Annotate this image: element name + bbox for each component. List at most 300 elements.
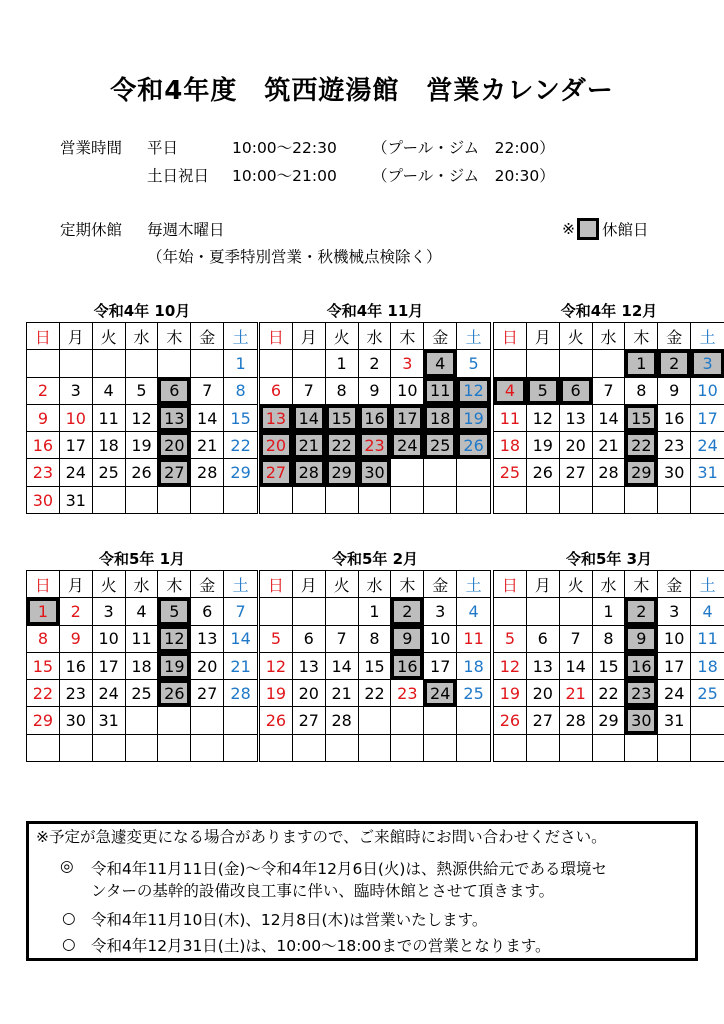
weekday-header: 木 [391, 571, 424, 598]
day-cell: 25 [457, 680, 490, 707]
empty-cell [625, 487, 658, 514]
empty-cell [424, 707, 457, 734]
day-cell: 14 [191, 405, 224, 432]
day-cell: 7 [593, 378, 626, 405]
day-cell: 21 [560, 680, 593, 707]
day-cell: 13 [191, 626, 224, 653]
day-cell: 8 [326, 378, 359, 405]
day-cell: 19 [126, 432, 159, 459]
empty-cell [60, 735, 93, 762]
closed-day-cell: 16 [359, 405, 392, 432]
day-cell: 17 [658, 653, 691, 680]
weekday-header: 木 [625, 323, 658, 350]
day-cell: 16 [60, 653, 93, 680]
day-cell: 10 [691, 378, 724, 405]
day-cell: 30 [60, 707, 93, 734]
closed-day-cell: 28 [293, 459, 326, 486]
empty-cell [93, 735, 126, 762]
day-cell: 8 [593, 626, 626, 653]
notice-mark-3: ○ [62, 935, 76, 953]
weekday-header: 金 [191, 571, 224, 598]
weekday-header: 金 [658, 323, 691, 350]
weekday-time: 10:00～22:30 [232, 139, 337, 157]
closed-day-cell: 26 [457, 432, 490, 459]
day-cell: 3 [391, 350, 424, 377]
day-cell: 12 [260, 653, 293, 680]
closed-day-cell: 30 [625, 707, 658, 734]
day-cell: 16 [27, 432, 60, 459]
calendar-grid [259, 322, 491, 514]
day-cell: 29 [593, 707, 626, 734]
closed-day-cell: 27 [158, 459, 191, 486]
empty-cell [60, 350, 93, 377]
day-cell: 31 [60, 487, 93, 514]
closed-day-cell: 12 [158, 626, 191, 653]
notice-box [26, 821, 698, 961]
weekday-header: 金 [191, 323, 224, 350]
day-cell: 21 [326, 680, 359, 707]
hours-label: 営業時間 [60, 139, 123, 157]
day-cell: 2 [60, 598, 93, 625]
day-cell: 13 [527, 653, 560, 680]
day-cell: 18 [691, 653, 724, 680]
empty-cell [691, 487, 724, 514]
day-cell: 3 [60, 378, 93, 405]
closed-day-cell: 20 [260, 432, 293, 459]
weekday-header: 月 [527, 323, 560, 350]
day-cell: 12 [494, 653, 527, 680]
weekday-header: 日 [27, 571, 60, 598]
closed-day-cell: 22 [326, 432, 359, 459]
notice-item-3: 令和4年12月31日(土)は、10:00～18:00までの営業となります。 [91, 937, 551, 955]
calendar-grid [26, 570, 258, 762]
calendar-title: 令和4年 12月 [560, 302, 658, 320]
day-cell: 20 [293, 680, 326, 707]
weekday-header: 水 [359, 323, 392, 350]
weekday-header: 火 [93, 571, 126, 598]
empty-cell [191, 707, 224, 734]
empty-cell [391, 487, 424, 514]
day-cell: 22 [593, 680, 626, 707]
weekday-header: 日 [494, 571, 527, 598]
empty-cell [560, 735, 593, 762]
weekend-pool: （プール・ジム 20:30） [372, 167, 555, 185]
day-cell: 18 [126, 653, 159, 680]
empty-cell [593, 735, 626, 762]
closed-day-cell: 9 [625, 626, 658, 653]
day-cell: 5 [126, 378, 159, 405]
closed-day-note: （年始・夏季特別営業・秋機械点検除く） [147, 248, 442, 266]
day-cell: 4 [457, 598, 490, 625]
day-cell: 22 [224, 432, 257, 459]
day-cell: 5 [494, 626, 527, 653]
closed-day-cell: 13 [260, 405, 293, 432]
closed-day-cell: 12 [457, 378, 490, 405]
day-cell: 4 [126, 598, 159, 625]
calendar-title: 令和5年 1月 [98, 550, 186, 568]
day-cell: 9 [27, 405, 60, 432]
weekend-time: 10:00～21:00 [232, 167, 337, 185]
closed-day-value: 毎週木曜日 [147, 221, 225, 239]
notice-item-1-line1: 令和4年11月11日(金)～令和4年12月6日(火)は、熱源供給元である環境セ [91, 860, 607, 878]
closed-day-cell: 13 [158, 405, 191, 432]
empty-cell [93, 487, 126, 514]
day-cell: 10 [424, 626, 457, 653]
closed-day-cell: 14 [293, 405, 326, 432]
day-cell: 24 [93, 680, 126, 707]
day-cell: 25 [126, 680, 159, 707]
empty-cell [27, 735, 60, 762]
closed-day-cell: 5 [527, 378, 560, 405]
empty-cell [224, 735, 257, 762]
empty-cell [126, 350, 159, 377]
day-cell: 15 [224, 405, 257, 432]
calendar-month [493, 548, 724, 762]
closed-day-cell: 27 [260, 459, 293, 486]
day-cell: 10 [391, 378, 424, 405]
closed-day-cell: 24 [391, 432, 424, 459]
weekday-header: 水 [359, 571, 392, 598]
day-cell: 19 [527, 432, 560, 459]
day-cell: 29 [224, 459, 257, 486]
empty-cell [424, 459, 457, 486]
closed-day-cell: 26 [158, 680, 191, 707]
closed-day-cell: 17 [391, 405, 424, 432]
weekday-header: 土 [691, 571, 724, 598]
empty-cell [326, 598, 359, 625]
day-cell: 24 [691, 432, 724, 459]
closed-day-cell: 1 [27, 598, 60, 625]
closed-day-cell: 20 [158, 432, 191, 459]
empty-cell [691, 735, 724, 762]
closed-day-cell: 16 [391, 653, 424, 680]
empty-cell [391, 459, 424, 486]
calendar-month [259, 300, 491, 514]
day-cell: 7 [326, 626, 359, 653]
calendar-title: 令和5年 3月 [565, 550, 653, 568]
day-cell: 29 [27, 707, 60, 734]
closed-day-cell: 21 [293, 432, 326, 459]
closed-day-cell: 19 [457, 405, 490, 432]
weekday-header: 日 [27, 323, 60, 350]
day-cell: 21 [593, 432, 626, 459]
calendar-title: 令和4年 10月 [93, 302, 191, 320]
empty-cell [457, 459, 490, 486]
day-cell: 6 [191, 598, 224, 625]
day-cell: 14 [224, 626, 257, 653]
weekday-header: 水 [126, 323, 159, 350]
closed-day-cell: 2 [625, 598, 658, 625]
closed-day-cell: 2 [391, 598, 424, 625]
weekday-header: 火 [326, 323, 359, 350]
day-cell: 23 [60, 680, 93, 707]
weekday-pool: （プール・ジム 22:00） [372, 139, 555, 157]
weekday-header: 火 [93, 323, 126, 350]
closed-day-cell: 18 [424, 405, 457, 432]
legend-label: 休館日 [602, 221, 649, 239]
empty-cell [560, 487, 593, 514]
day-cell: 19 [494, 680, 527, 707]
calendar-month [26, 300, 258, 514]
day-cell: 4 [93, 378, 126, 405]
day-cell: 23 [27, 459, 60, 486]
day-cell: 24 [60, 459, 93, 486]
day-cell: 5 [457, 350, 490, 377]
closed-day-cell: 16 [625, 653, 658, 680]
empty-cell [260, 487, 293, 514]
day-cell: 27 [293, 707, 326, 734]
closed-day-cell: 23 [625, 680, 658, 707]
weekday-header: 月 [293, 323, 326, 350]
weekday-header: 月 [60, 571, 93, 598]
day-cell: 30 [658, 459, 691, 486]
weekday-header: 木 [625, 571, 658, 598]
day-cell: 21 [224, 653, 257, 680]
day-cell: 6 [527, 626, 560, 653]
weekday-header: 金 [424, 571, 457, 598]
weekday-header: 日 [260, 323, 293, 350]
day-cell: 18 [93, 432, 126, 459]
day-cell: 28 [224, 680, 257, 707]
empty-cell [494, 350, 527, 377]
closed-day-cell: 4 [424, 350, 457, 377]
day-cell: 8 [625, 378, 658, 405]
empty-cell [293, 350, 326, 377]
day-cell: 11 [457, 626, 490, 653]
day-cell: 27 [527, 707, 560, 734]
day-cell: 12 [126, 405, 159, 432]
closed-day-cell: 15 [625, 405, 658, 432]
empty-cell [658, 735, 691, 762]
day-cell: 23 [391, 680, 424, 707]
day-cell: 8 [359, 626, 392, 653]
day-cell: 8 [27, 626, 60, 653]
day-cell: 24 [658, 680, 691, 707]
empty-cell [359, 707, 392, 734]
weekday-header: 木 [158, 571, 191, 598]
notice-mark-1: ◎ [60, 857, 74, 875]
day-cell: 25 [494, 459, 527, 486]
day-cell: 2 [359, 350, 392, 377]
closed-day-cell: 1 [625, 350, 658, 377]
day-cell: 9 [60, 626, 93, 653]
empty-cell [527, 487, 560, 514]
day-cell: 21 [191, 432, 224, 459]
calendar-month [493, 300, 724, 514]
day-cell: 28 [593, 459, 626, 486]
empty-cell [691, 707, 724, 734]
day-cell: 26 [494, 707, 527, 734]
day-cell: 11 [93, 405, 126, 432]
empty-cell [224, 707, 257, 734]
day-cell: 17 [691, 405, 724, 432]
day-cell: 26 [126, 459, 159, 486]
weekday-header: 月 [527, 571, 560, 598]
day-cell: 17 [424, 653, 457, 680]
weekday-header: 水 [593, 571, 626, 598]
day-cell: 31 [691, 459, 724, 486]
day-cell: 11 [494, 405, 527, 432]
empty-cell [293, 735, 326, 762]
calendar-title: 令和5年 2月 [331, 550, 419, 568]
day-cell: 8 [224, 378, 257, 405]
empty-cell [457, 487, 490, 514]
closed-day-cell: 6 [560, 378, 593, 405]
day-cell: 7 [560, 626, 593, 653]
empty-cell [326, 735, 359, 762]
notice-mark-2: ○ [62, 909, 76, 927]
day-cell: 9 [658, 378, 691, 405]
weekday-header: 月 [60, 323, 93, 350]
weekday-header: 火 [560, 571, 593, 598]
day-cell: 20 [191, 653, 224, 680]
empty-cell [625, 735, 658, 762]
day-cell: 22 [359, 680, 392, 707]
calendar-month [26, 548, 258, 762]
weekday-header: 土 [224, 323, 257, 350]
empty-cell [126, 707, 159, 734]
day-cell: 7 [224, 598, 257, 625]
day-cell: 13 [560, 405, 593, 432]
day-cell: 5 [260, 626, 293, 653]
weekday-header: 火 [326, 571, 359, 598]
day-cell: 23 [658, 432, 691, 459]
empty-cell [158, 487, 191, 514]
closed-day-cell: 15 [326, 405, 359, 432]
empty-cell [494, 598, 527, 625]
empty-cell [593, 487, 626, 514]
closed-legend-swatch [577, 218, 599, 240]
notice-item-1-line2: ンターの基幹的設備改良工事に伴い、臨時休館とさせて頂きます。 [91, 882, 555, 900]
closed-day-cell: 5 [158, 598, 191, 625]
legend [562, 218, 649, 240]
day-cell: 25 [691, 680, 724, 707]
page-title: 令和4年度 筑西遊湯館 営業カレンダー [110, 76, 614, 106]
weekday-header: 金 [424, 323, 457, 350]
day-cell: 12 [527, 405, 560, 432]
empty-cell [391, 735, 424, 762]
empty-cell [224, 487, 257, 514]
weekday-header: 土 [457, 571, 490, 598]
empty-cell [527, 598, 560, 625]
weekend-label: 土日祝日 [147, 167, 210, 185]
empty-cell [158, 735, 191, 762]
day-cell: 14 [326, 653, 359, 680]
closed-day-cell: 2 [658, 350, 691, 377]
day-cell: 7 [293, 378, 326, 405]
empty-cell [658, 487, 691, 514]
empty-cell [593, 350, 626, 377]
closed-day-cell: 19 [158, 653, 191, 680]
empty-cell [158, 707, 191, 734]
day-cell: 13 [293, 653, 326, 680]
closed-day-cell: 29 [625, 459, 658, 486]
day-cell: 28 [191, 459, 224, 486]
day-cell: 27 [560, 459, 593, 486]
empty-cell [293, 487, 326, 514]
empty-cell [326, 487, 359, 514]
weekday-header: 水 [593, 323, 626, 350]
day-cell: 15 [27, 653, 60, 680]
day-cell: 15 [593, 653, 626, 680]
weekday-header: 木 [391, 323, 424, 350]
day-cell: 28 [326, 707, 359, 734]
empty-cell [494, 487, 527, 514]
empty-cell [424, 735, 457, 762]
empty-cell [391, 707, 424, 734]
day-cell: 3 [658, 598, 691, 625]
day-cell: 3 [93, 598, 126, 625]
weekday-header: 土 [224, 571, 257, 598]
day-cell: 26 [527, 459, 560, 486]
empty-cell [93, 350, 126, 377]
closed-day-cell: 25 [424, 432, 457, 459]
day-cell: 6 [293, 626, 326, 653]
empty-cell [260, 735, 293, 762]
empty-cell [27, 350, 60, 377]
empty-cell [527, 350, 560, 377]
calendar-title: 令和4年 11月 [326, 302, 424, 320]
empty-cell [560, 350, 593, 377]
closed-day-cell: 22 [625, 432, 658, 459]
weekday-header: 月 [293, 571, 326, 598]
empty-cell [293, 598, 326, 625]
closed-day-cell: 11 [424, 378, 457, 405]
day-cell: 20 [527, 680, 560, 707]
closed-day-label: 定期休館 [60, 221, 123, 239]
notice-item-2: 令和4年11月10日(木)、12月8日(木)は営業いたします。 [91, 911, 488, 929]
calendar-month [259, 548, 491, 762]
weekday-header: 水 [126, 571, 159, 598]
weekday-header: 火 [560, 323, 593, 350]
day-cell: 1 [326, 350, 359, 377]
closed-day-cell: 29 [326, 459, 359, 486]
calendar-grid [26, 322, 258, 514]
empty-cell [359, 487, 392, 514]
closed-day-cell: 3 [691, 350, 724, 377]
weekday-header: 木 [158, 323, 191, 350]
weekday-label: 平日 [147, 139, 179, 157]
day-cell: 14 [593, 405, 626, 432]
empty-cell [494, 735, 527, 762]
empty-cell [126, 487, 159, 514]
day-cell: 25 [93, 459, 126, 486]
day-cell: 11 [126, 626, 159, 653]
empty-cell [191, 487, 224, 514]
legend-mark: ※ [562, 220, 575, 238]
notice-intro: ※予定が急遽変更になる場合がありますので、ご来館時にお問い合わせください。 [36, 828, 607, 846]
calendar-grid [493, 322, 724, 514]
day-cell: 4 [691, 598, 724, 625]
empty-cell [424, 487, 457, 514]
calendar-grid [493, 570, 724, 762]
day-cell: 30 [27, 487, 60, 514]
day-cell: 6 [260, 378, 293, 405]
empty-cell [158, 350, 191, 377]
day-cell: 11 [691, 626, 724, 653]
closed-day-cell: 9 [391, 626, 424, 653]
day-cell: 18 [494, 432, 527, 459]
closed-day-cell: 4 [494, 378, 527, 405]
empty-cell [260, 350, 293, 377]
closed-day-cell: 30 [359, 459, 392, 486]
empty-cell [560, 598, 593, 625]
weekday-header: 日 [260, 571, 293, 598]
day-cell: 26 [260, 707, 293, 734]
day-cell: 31 [658, 707, 691, 734]
day-cell: 7 [191, 378, 224, 405]
empty-cell [191, 350, 224, 377]
